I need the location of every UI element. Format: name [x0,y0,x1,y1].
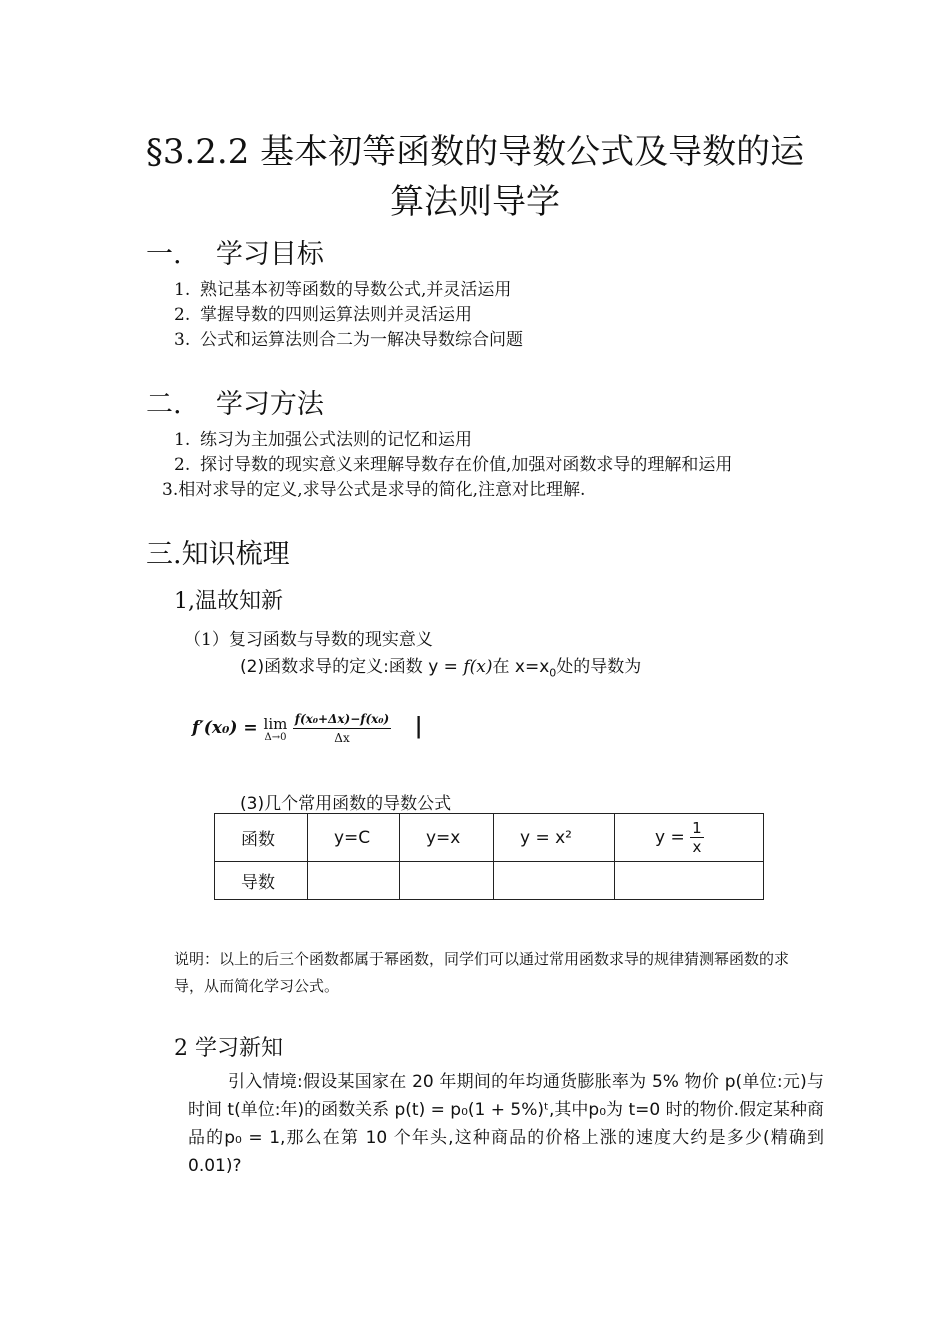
section2-item-3: 3.相对求导的定义,求导公式是求导的简化,注意对比理解. [162,480,586,500]
table-row [215,814,764,862]
table-cell: y=x [400,814,494,862]
table-cell [615,862,764,900]
section2-item-1: 1. 练习为主加强公式法则的记忆和运用 [174,430,472,450]
subsection-new-knowledge: 2 学习新知 [174,1036,283,1061]
intro-paragraph: 引入情境:假设某国家在 20 年期间的年均通货膨胀率为 5% 物价 p(单位:元)与时间 t(单位:年)的函数关系 p(t) = p₀(1 + 5%)ᵗ,其中p₀为 t=0 时的物价.假定某种商品的p₀ = 1,那么在第 10 个年头,这种商品的价格上涨的速度大约是多少(精确到 0.01)? [188,1072,824,1176]
section3-heading: 三.知识梳理 [146,539,290,570]
table-cell [308,862,400,900]
section1-item-1: 1. 熟记基本初等函数的导数公式,并灵活运用 [174,280,512,300]
derivative-definition-formula: f′(x₀) = lim Δ→0 $\frac{\text{f(x₀+Δx)−f(x₀)}}{\Delta x}$ | [192,712,423,745]
table-cell: 函数 [215,814,308,862]
review-item-2: (2)函数求导的定义:函数 y = f(x)在 $x=x_0$处的导数为 [240,657,642,680]
table-cell: y=C [308,814,400,862]
section1-item-2: 2. 掌握导数的四则运算法则并灵活运用 [174,305,472,325]
subsection-review: 1,温故知新 [174,589,283,614]
table-cell: 导数 [215,862,308,900]
section1-item-3: 3. 公式和运算法则合二为一解决导数综合问题 [174,330,523,350]
table-cell [494,862,615,900]
table-cell: y = x² [494,814,615,862]
review-item-3: (3)几个常用函数的导数公式 [240,794,452,814]
section2-item-2: 2. 探讨导数的现实意义来理解导数存在价值,加强对函数求导的理解和运用 [174,455,733,475]
page-title-line1: §3.2.2 基本初等函数的导数公式及导数的运 [145,132,805,172]
section2-heading: 二. 学习方法 [146,389,324,420]
table-cell [400,862,494,900]
table-row [215,862,764,900]
table-cell: y = $\frac{1}{x}$ [615,814,764,862]
page-title-line2: 算法则导学 [390,182,560,222]
section1-heading: 一. 学习目标 [146,239,324,270]
derivative-table [214,813,764,900]
review-item-1: （1）复习函数与导数的现实意义 [184,630,433,650]
note-paragraph: 说明：以上的后三个函数都属于幂函数，同学们可以通过常用函数求导的规律猜测幂函数的求导，从而简化学习公式。 [174,950,790,995]
text-cursor: | [414,713,423,739]
